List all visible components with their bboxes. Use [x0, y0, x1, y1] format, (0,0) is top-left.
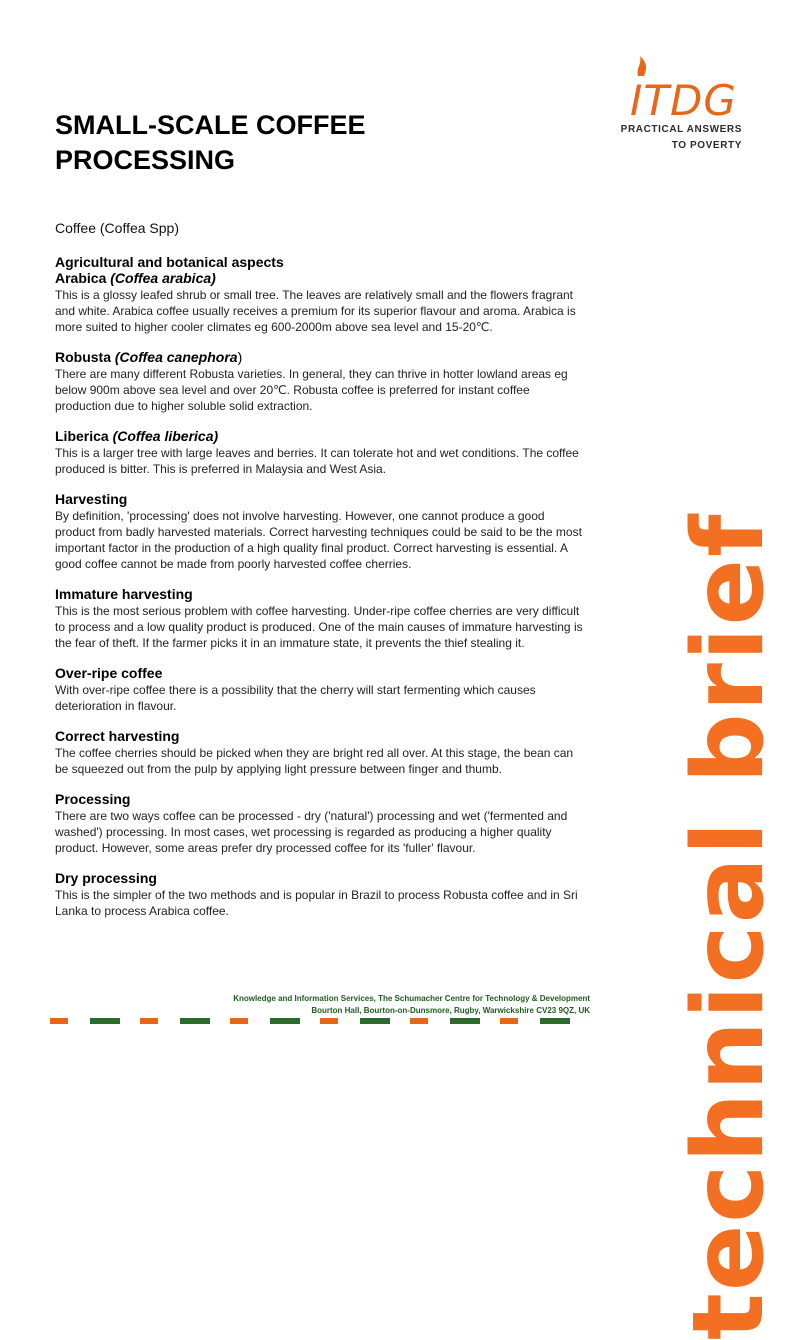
section-dry: [55, 870, 585, 919]
processing-body: There are two ways coffee can be processed - dry ('natural') processing and wet ('fermented and washed') processing. In most cases, wet processing is regarded as producing a higher quality product. However, some areas prefer dry processed coffee for its 'fuller' flavour.: [55, 809, 568, 855]
side-banner: [620, 200, 786, 1340]
arabica-body: This is a glossy leafed shrub or small tree. The leaves are relatively small and the flowers fragrant and white. Arabica coffee usually receives a premium for its superior flavour and aroma. Arabica is more suited to higher cooler climates eg 600-2000m above sea level and 15-20℃.: [55, 288, 576, 334]
dry-heading: Dry processing: [55, 870, 157, 886]
document-title: [55, 108, 585, 178]
title-line-2: PROCESSING: [55, 145, 236, 175]
dry-body: This is the simpler of the two methods and is popular in Brazil to process Robusta coffee and in Sri Lanka to process Arabica coffee.: [55, 888, 578, 918]
footer-line-1: Knowledge and Information Services, The Schumacher Centre for Technology & Development: [233, 994, 590, 1003]
harvesting-heading: Harvesting: [55, 491, 128, 507]
section-liberica: [55, 428, 585, 477]
footer: [150, 993, 590, 1017]
robusta-body: There are many different Robusta varieties. In general, they can thrive in hotter lowland areas eg below 900m above sea level and over 20℃. Robusta coffee is preferred for instant coffee production due to higher soluble solid extraction.: [55, 367, 568, 413]
immature-body: This is the most serious problem with coffee harvesting. Under-ripe coffee cherries are very difficult to process and a low quality product is produced. One of the main causes of immature harvesting is the fear of theft. If the farmer picks it in an immature state, it prevents the thief stealing it.: [55, 604, 583, 650]
footer-contact-strip: [50, 1018, 590, 1024]
itdg-flame-icon: [634, 54, 654, 78]
section-robusta: [55, 349, 585, 414]
title-line-1: SMALL-SCALE COFFEE: [55, 110, 366, 140]
liberica-heading: Liberica (Coffea liberica): [55, 428, 219, 444]
logo-tagline-1: PRACTICAL ANSWERS: [620, 124, 742, 135]
section-harvesting: [55, 491, 585, 572]
side-banner-text: technical brief: [672, 512, 786, 1340]
main-content: [55, 108, 585, 919]
section-processing: [55, 791, 585, 856]
document-subtitle: Coffee (Coffea Spp): [55, 220, 180, 236]
arabica-heading: Arabica (Coffea arabica): [55, 270, 216, 286]
robusta-heading: Robusta (Coffea canephora): [55, 349, 243, 365]
itdg-logo: [620, 52, 748, 162]
processing-heading: Processing: [55, 791, 131, 807]
harvesting-body: By definition, 'processing' does not involve harvesting. However, one cannot produce a good product from badly harvested materials. Correct harvesting techniques could be said to be the most important factor in the production of a high quality final product. Correct harvesting is essential. A good coffee cannot be made from poorly harvested coffee cherries.: [55, 509, 582, 571]
overripe-heading: Over-ripe coffee: [55, 665, 163, 681]
correct-heading: Correct harvesting: [55, 728, 180, 744]
overripe-body: With over-ripe coffee there is a possibility that the cherry will start fermenting which causes deterioration in flavour.: [55, 683, 536, 713]
logo-tagline-2: TO POVERTY: [671, 140, 742, 151]
section-immature: [55, 586, 585, 651]
liberica-body: This is a larger tree with large leaves and berries. It can tolerate hot and wet conditions. The coffee produced is bitter. This is preferred in Malaysia and West Asia.: [55, 446, 579, 476]
footer-line-2: Bourton Hall, Bourton-on-Dunsmore, Rugby, Warwickshire CV23 9QZ, UK: [311, 1006, 590, 1015]
immature-heading: Immature harvesting: [55, 586, 193, 602]
logo-wordmark: ITDG: [630, 76, 737, 125]
agri-heading: Agricultural and botanical aspects: [55, 254, 284, 270]
section-overripe: [55, 665, 585, 714]
section-arabica: [55, 254, 585, 335]
section-correct: [55, 728, 585, 777]
correct-body: The coffee cherries should be picked when they are bright red all over. At this stage, the bean can be squeezed out from the pulp by applying light pressure between finger and thumb.: [55, 746, 574, 776]
